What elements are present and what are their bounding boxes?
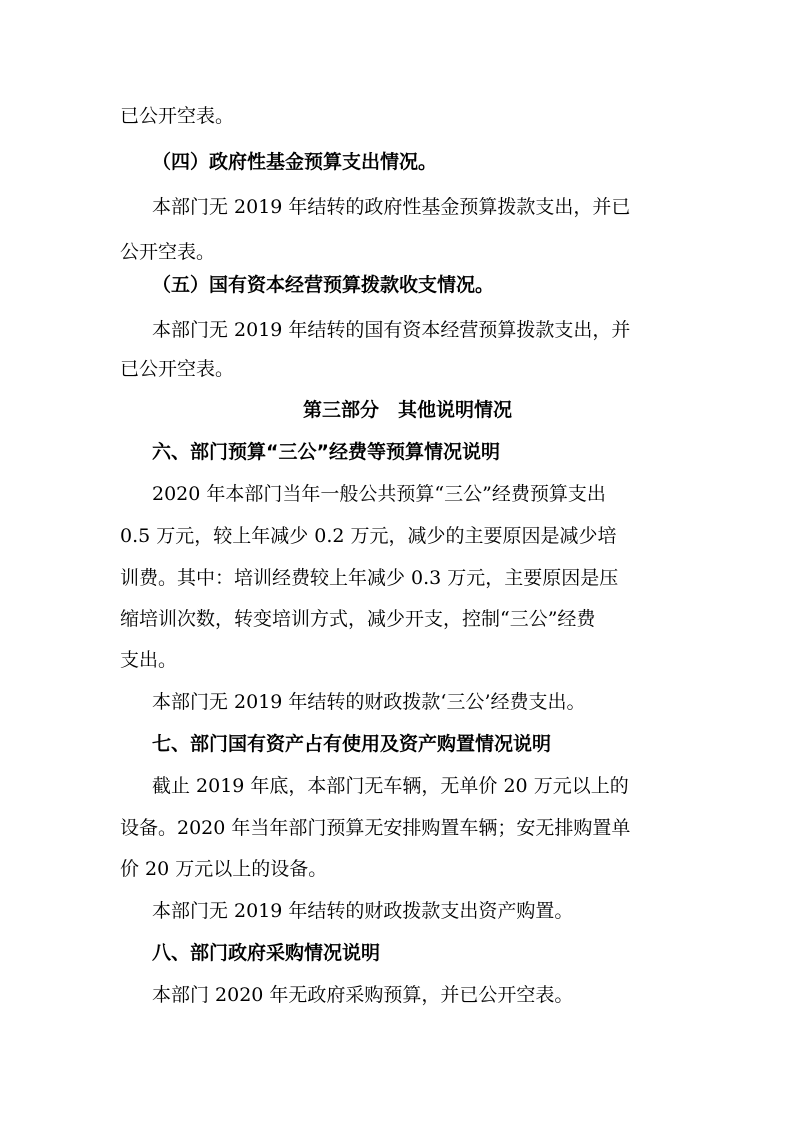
text-line: 0.5 万元，较上年减少 0.2 万元，减少的主要原因是减少培	[120, 525, 617, 547]
text-line: 本部门无 2019 年结转的财政拨款支出资产购置。	[152, 900, 574, 922]
text-line: 训费。其中：培训经费较上年减少 0.3 万元，主要原因是压	[120, 567, 619, 589]
text-line: 已公开空表。	[120, 105, 235, 127]
text-line: 2020 年本部门当年一般公共预算“三公”经费预算支出	[152, 483, 606, 505]
text-line: 缩培训次数，转变培训方式，减少开支，控制“三公”经费	[120, 608, 596, 630]
text-line: 已公开空表。	[120, 358, 235, 380]
section-heading: （五）国有资本经营预算拨款收支情况。	[152, 274, 495, 296]
text-line: 本部门无 2019 年结转的财政拨款‘三公’经费支出。	[152, 691, 586, 713]
text-line: 本部门无 2019 年结转的政府性基金预算拨款支出，并已	[152, 196, 631, 218]
section-heading: 八、部门政府采购情况说明	[152, 942, 381, 964]
part-title: 第三部分 其他说明情况	[302, 399, 512, 421]
text-line: 本部门 2020 年无政府采购预算，并已公开空表。	[152, 984, 574, 1006]
text-line: 支出。	[120, 649, 178, 671]
section-heading: 七、部门国有资产占有使用及资产购置情况说明	[152, 733, 552, 755]
section-heading: （四）政府性基金预算支出情况。	[152, 151, 438, 173]
section-heading: 六、部门预算“三公”经费等预算情况说明	[152, 441, 500, 463]
text-line: 截止 2019 年底，本部门无车辆，无单价 20 万元以上的	[152, 775, 629, 797]
text-line: 价 20 万元以上的设备。	[120, 858, 328, 880]
text-line: 设备。2020 年当年部门预算无安排购置车辆；安无排购置单	[120, 817, 631, 839]
text-line: 公开空表。	[120, 241, 216, 263]
text-line: 本部门无 2019 年结转的国有资本经营预算拨款支出，并	[152, 319, 631, 341]
